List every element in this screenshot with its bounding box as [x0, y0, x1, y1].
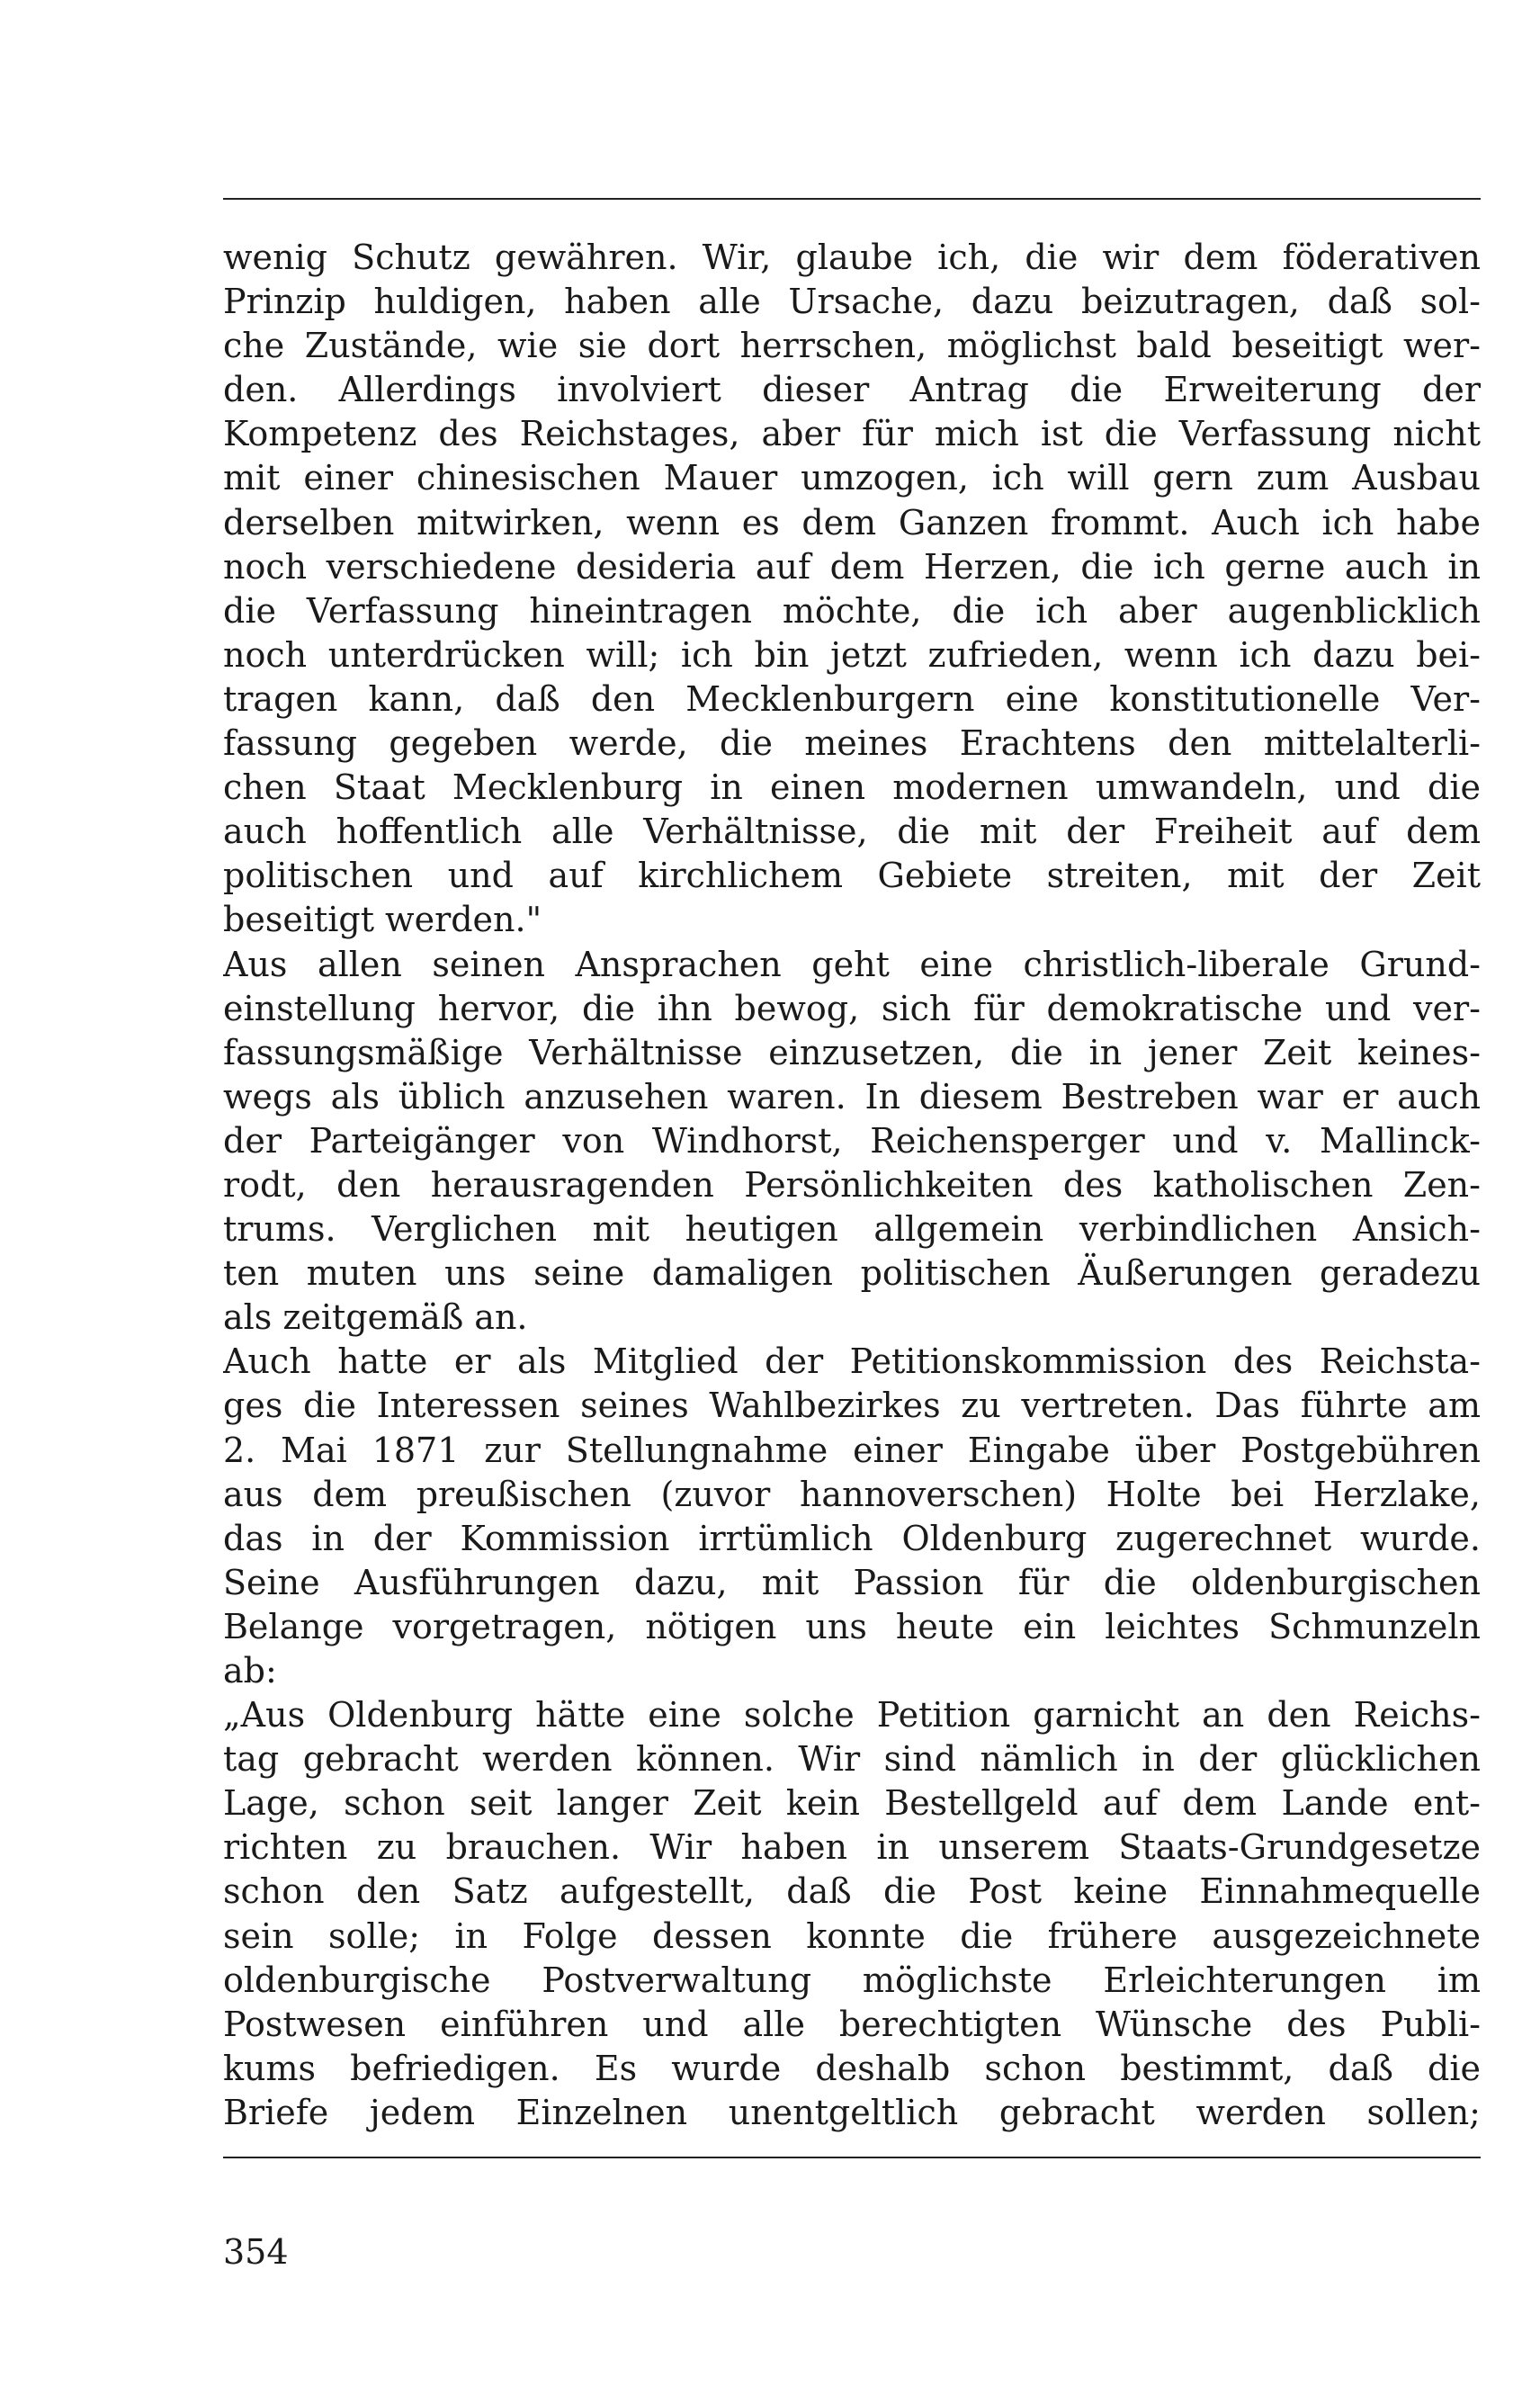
text-line: 2. Mai 1871 zur Stellungnahme einer Eingabe über Postgebühren	[223, 1430, 1481, 1470]
text-line: sein solle; in Folge dessen konnte die frühere ausgezeichnete	[223, 1915, 1481, 1956]
text-line: kums befriedigen. Es wurde deshalb schon bestimmt, daß die	[223, 2048, 1481, 2088]
text-line: schon den Satz aufgestellt, daß die Post keine Einnahmequelle	[223, 1871, 1481, 1912]
body-text	[223, 236, 1481, 2135]
text-line: Belange vorgetragen, nötigen uns heute ein leichtes Schmunzeln	[223, 1606, 1481, 1646]
bottom-rule	[223, 2157, 1481, 2158]
text-line: der Parteigänger von Windhorst, Reichensperger und v. Mallinck-	[223, 1120, 1481, 1161]
text-line: tag gebracht werden können. Wir sind nämlich in der glücklichen	[223, 1739, 1481, 1780]
text-line: oldenburgische Postverwaltung möglichste Erleichterungen im	[223, 1960, 1481, 2000]
text-line: Seine Ausführungen dazu, mit Passion für die oldenburgischen	[223, 1562, 1481, 1602]
text-line: einstellung hervor, die ihn bewog, sich für demokratische und ver-	[223, 988, 1481, 1028]
text-line: fassungsmäßige Verhältnisse einzusetzen, die in jener Zeit keines-	[223, 1032, 1481, 1072]
text-line: als zeitgemäß an.	[223, 1297, 528, 1338]
text-line: ab:	[223, 1651, 277, 1691]
text-line: fassung gegeben werde, die meines Erachtens den mittelalterli-	[223, 723, 1481, 764]
text-line: Postwesen einführen und alle berechtigten Wünsche des Publi-	[223, 2004, 1481, 2044]
text-line: beseitigt werden."	[223, 900, 542, 940]
text-line: derselben mitwirken, wenn es dem Ganzen frommt. Auch ich habe	[223, 502, 1481, 543]
text-line: Lage, schon seit langer Zeit kein Bestellgeld auf dem Lande ent-	[223, 1783, 1481, 1824]
text-line: Aus allen seinen Ansprachen geht eine christlich-liberale Grund-	[223, 944, 1481, 984]
text-line: politischen und auf kirchlichem Gebiete streiten, mit der Zeit	[223, 856, 1481, 896]
text-line: tragen kann, daß den Mecklenburgern eine konstitutionelle Ver-	[223, 678, 1481, 719]
text-line: wenig Schutz gewähren. Wir, glaube ich, die wir dem föderativen	[223, 238, 1481, 277]
text-line: ten muten uns seine damaligen politischen Äußerungen geradezu	[223, 1253, 1481, 1294]
text-line: che Zustände, wie sie dort herrschen, möglichst bald beseitigt wer-	[223, 326, 1481, 366]
text-line: mit einer chinesischen Mauer umzogen, ich will gern zum Ausbau	[223, 458, 1481, 498]
text-line: das in der Kommission irrtümlich Oldenburg zugerechnet wurde.	[223, 1518, 1481, 1558]
page-number: 354	[223, 2232, 289, 2272]
text-line: ges die Interessen seines Wahlbezirkes zu vertreten. Das führte am	[223, 1386, 1481, 1426]
text-line: Auch hatte er als Mitglied der Petitionskommission des Reichsta-	[223, 1341, 1481, 1382]
text-line: rodt, den herausragenden Persönlichkeiten des katholischen Zen-	[223, 1164, 1481, 1205]
top-rule	[223, 198, 1481, 200]
text-line: wegs als üblich anzusehen waren. In diesem Bestreben war er auch	[223, 1076, 1481, 1117]
text-line: trums. Verglichen mit heutigen allgemein verbindlichen Ansich-	[223, 1209, 1481, 1250]
text-line: auch hoffentlich alle Verhältnisse, die mit der Freiheit auf dem	[223, 812, 1481, 852]
text-line: aus dem preußischen (zuvor hannoverschen) Holte bei Herzlake,	[223, 1474, 1481, 1514]
text-line: Prinzip huldigen, haben alle Ursache, dazu beizutragen, daß sol-	[223, 282, 1481, 322]
text-line: „Aus Oldenburg hätte eine solche Petition garnicht an den Reichs-	[223, 1695, 1481, 1736]
text-line: die Verfassung hineintragen möchte, die ich aber augenblicklich	[223, 590, 1481, 631]
text-line: richten zu brauchen. Wir haben in unserem Staats-Grundgesetze	[223, 1827, 1481, 1868]
text-line: Briefe jedem Einzelnen unentgeltlich gebracht werden sollen;	[223, 2092, 1481, 2132]
text-line: Kompetenz des Reichstages, aber für mich ist die Verfassung nicht	[223, 414, 1481, 454]
text-line: den. Allerdings involviert dieser Antrag die Erweiterung der	[223, 370, 1481, 410]
text-line: noch unterdrücken will; ich bin jetzt zufrieden, wenn ich dazu bei-	[223, 634, 1481, 675]
text-line: chen Staat Mecklenburg in einen modernen umwandeln, und die	[223, 767, 1481, 808]
text-line: noch verschiedene desideria auf dem Herzen, die ich gerne auch in	[223, 546, 1481, 587]
